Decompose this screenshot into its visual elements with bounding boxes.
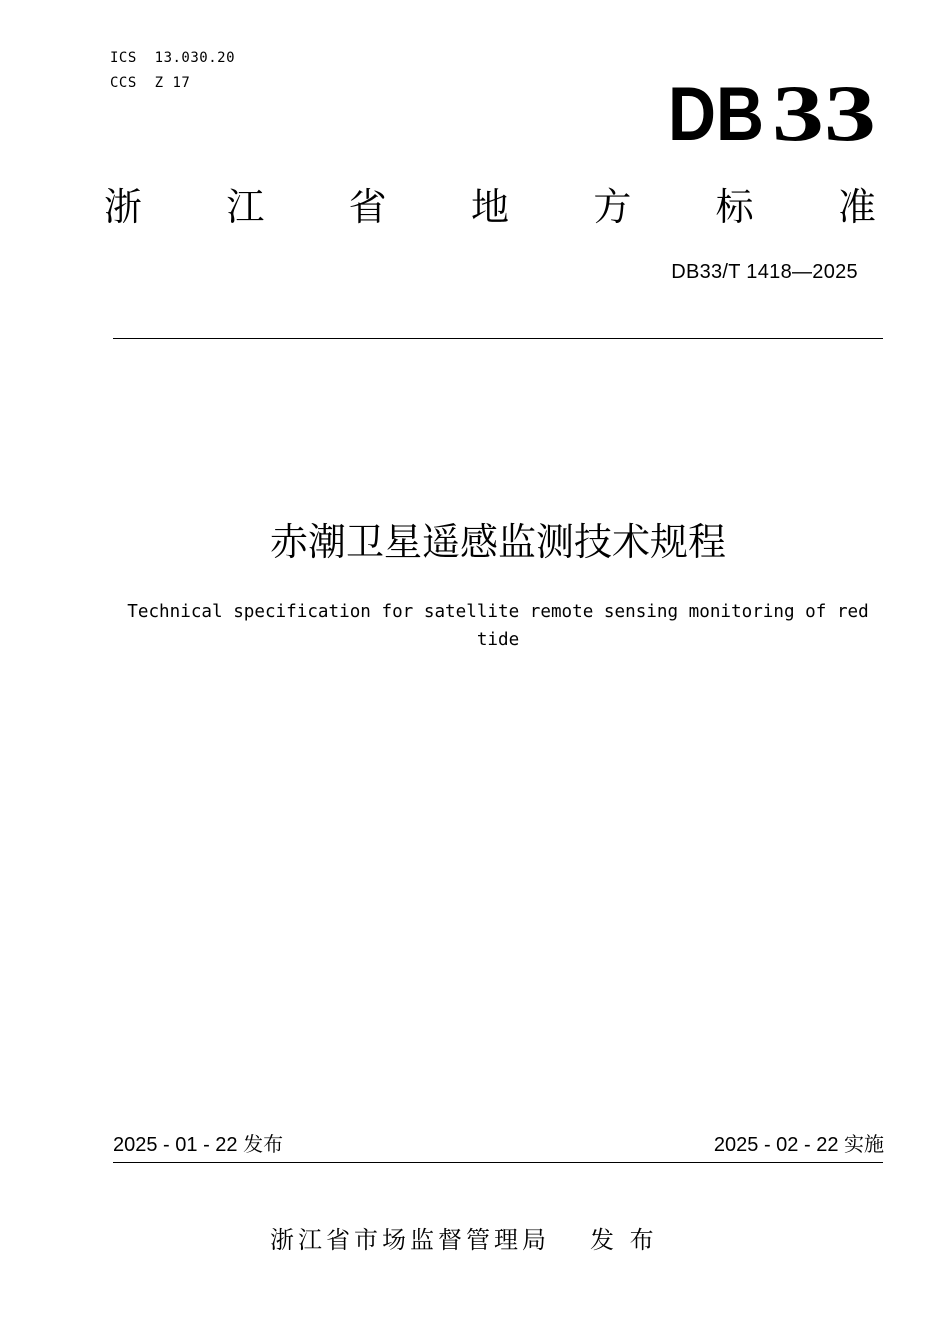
svg-text:33: 33 xyxy=(772,78,876,150)
ics-code: ICS 13.030.20 xyxy=(110,50,236,66)
issuing-authority: 浙江省市场监督管理局 xyxy=(270,1226,550,1254)
title-char: 江 xyxy=(226,185,265,229)
document-title-en: Technical specification for satellite remote sensing monitoring of red tide xyxy=(127,602,869,650)
db33-logo xyxy=(668,78,878,150)
document-title-cn: 赤潮卫星遥感监测技术规程 xyxy=(269,520,726,564)
issue-action: 发 布 xyxy=(590,1226,658,1254)
ccs-code: CCS Z 17 xyxy=(110,75,191,91)
top-divider xyxy=(113,338,883,339)
title-char: 省 xyxy=(348,185,387,229)
issuer-line xyxy=(270,1222,658,1258)
standard-category-title xyxy=(104,182,876,232)
standard-number: DB33/T 1418—2025 xyxy=(671,261,858,283)
issue-date: 2025 - 01 - 22 发布 xyxy=(113,1134,284,1156)
title-char: 浙 xyxy=(104,185,143,229)
title-char: 方 xyxy=(593,185,632,229)
title-char: 标 xyxy=(715,185,754,229)
title-char: 准 xyxy=(837,185,876,229)
title-char: 地 xyxy=(470,185,509,229)
classification-codes xyxy=(110,46,235,96)
implementation-date: 2025 - 02 - 22 实施 xyxy=(713,1134,884,1156)
svg-text:DB: DB xyxy=(668,78,764,150)
bottom-divider xyxy=(113,1162,883,1163)
